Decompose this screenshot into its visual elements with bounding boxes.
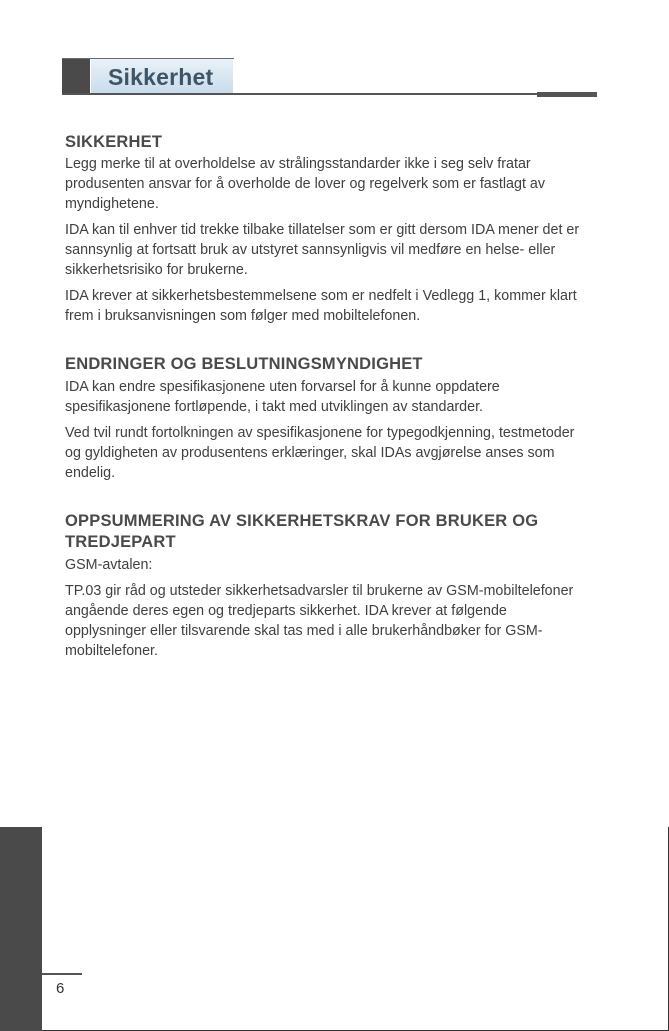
- paragraph: Legg merke til at overholdelse av strålingsstandarder ikke i seg selv fratar produsenten ansvar for å overholde de lover og regelverk som er fastlagt av myndighetene.: [65, 156, 546, 212]
- paragraph: GSM-avtalen:: [65, 557, 153, 573]
- paragraph: Ved tvil rundt fortolkningen av spesifikasjonene for typegodkjenning, testmetoder og gyldigheten av produsentens erklæringer, skal IDAs avgjørelse anses som endelig.: [65, 425, 575, 481]
- section-heading: OPPSUMMERING AV SIKKERHETSKRAV FOR BRUKER OG TREDJEPART: [65, 512, 539, 551]
- paragraph: TP.03 gir råd og utsteder sikkerhetsadvarsler til brukerne av GSM-mobiltelefoner angående deres egen og tredjeparts sikkerhet. IDA krever at følgende opplysninger eller tilsvarende skal tas med i alle brukerhåndbøker for GSM-mobiltelefoner.: [65, 583, 574, 659]
- section-heading: ENDRINGER OG BESLUTNINGSMYNDIGHET: [65, 355, 423, 373]
- header-marker-block: [62, 59, 90, 93]
- page-title: Sikkerhet: [108, 64, 214, 90]
- paragraph: IDA krever at sikkerhetsbestemmelsene som er nedfelt i Vedlegg 1, kommer klart frem i bruksanvisningen som følger med mobiltelefonen.: [65, 288, 577, 324]
- section-sikkerhet: [65, 132, 590, 326]
- side-thumb-tab: [0, 827, 42, 1031]
- section-oppsummering: [65, 511, 590, 661]
- page-number-rule: [42, 973, 82, 975]
- section-heading: SIKKERHET: [65, 133, 163, 151]
- section-endringer: [65, 354, 590, 483]
- page-number: 6: [56, 980, 65, 997]
- page-content: [65, 132, 590, 661]
- paragraph: IDA kan til enhver tid trekke tilbake tillatelser som er gitt dersom IDA mener det er sannsynlig at fortsatt bruk av utstyret sannsynligvis vil medføre en helse- eller sikkerhetsrisiko for brukerne.: [65, 222, 580, 278]
- header-rule: [62, 93, 597, 95]
- header-rule-accent: [537, 92, 597, 97]
- paragraph: IDA kan endre spesifikasjonene uten forvarsel for å kunne oppdatere spesifikasjonene fortløpende, i takt med utviklingen av standarder.: [65, 379, 500, 415]
